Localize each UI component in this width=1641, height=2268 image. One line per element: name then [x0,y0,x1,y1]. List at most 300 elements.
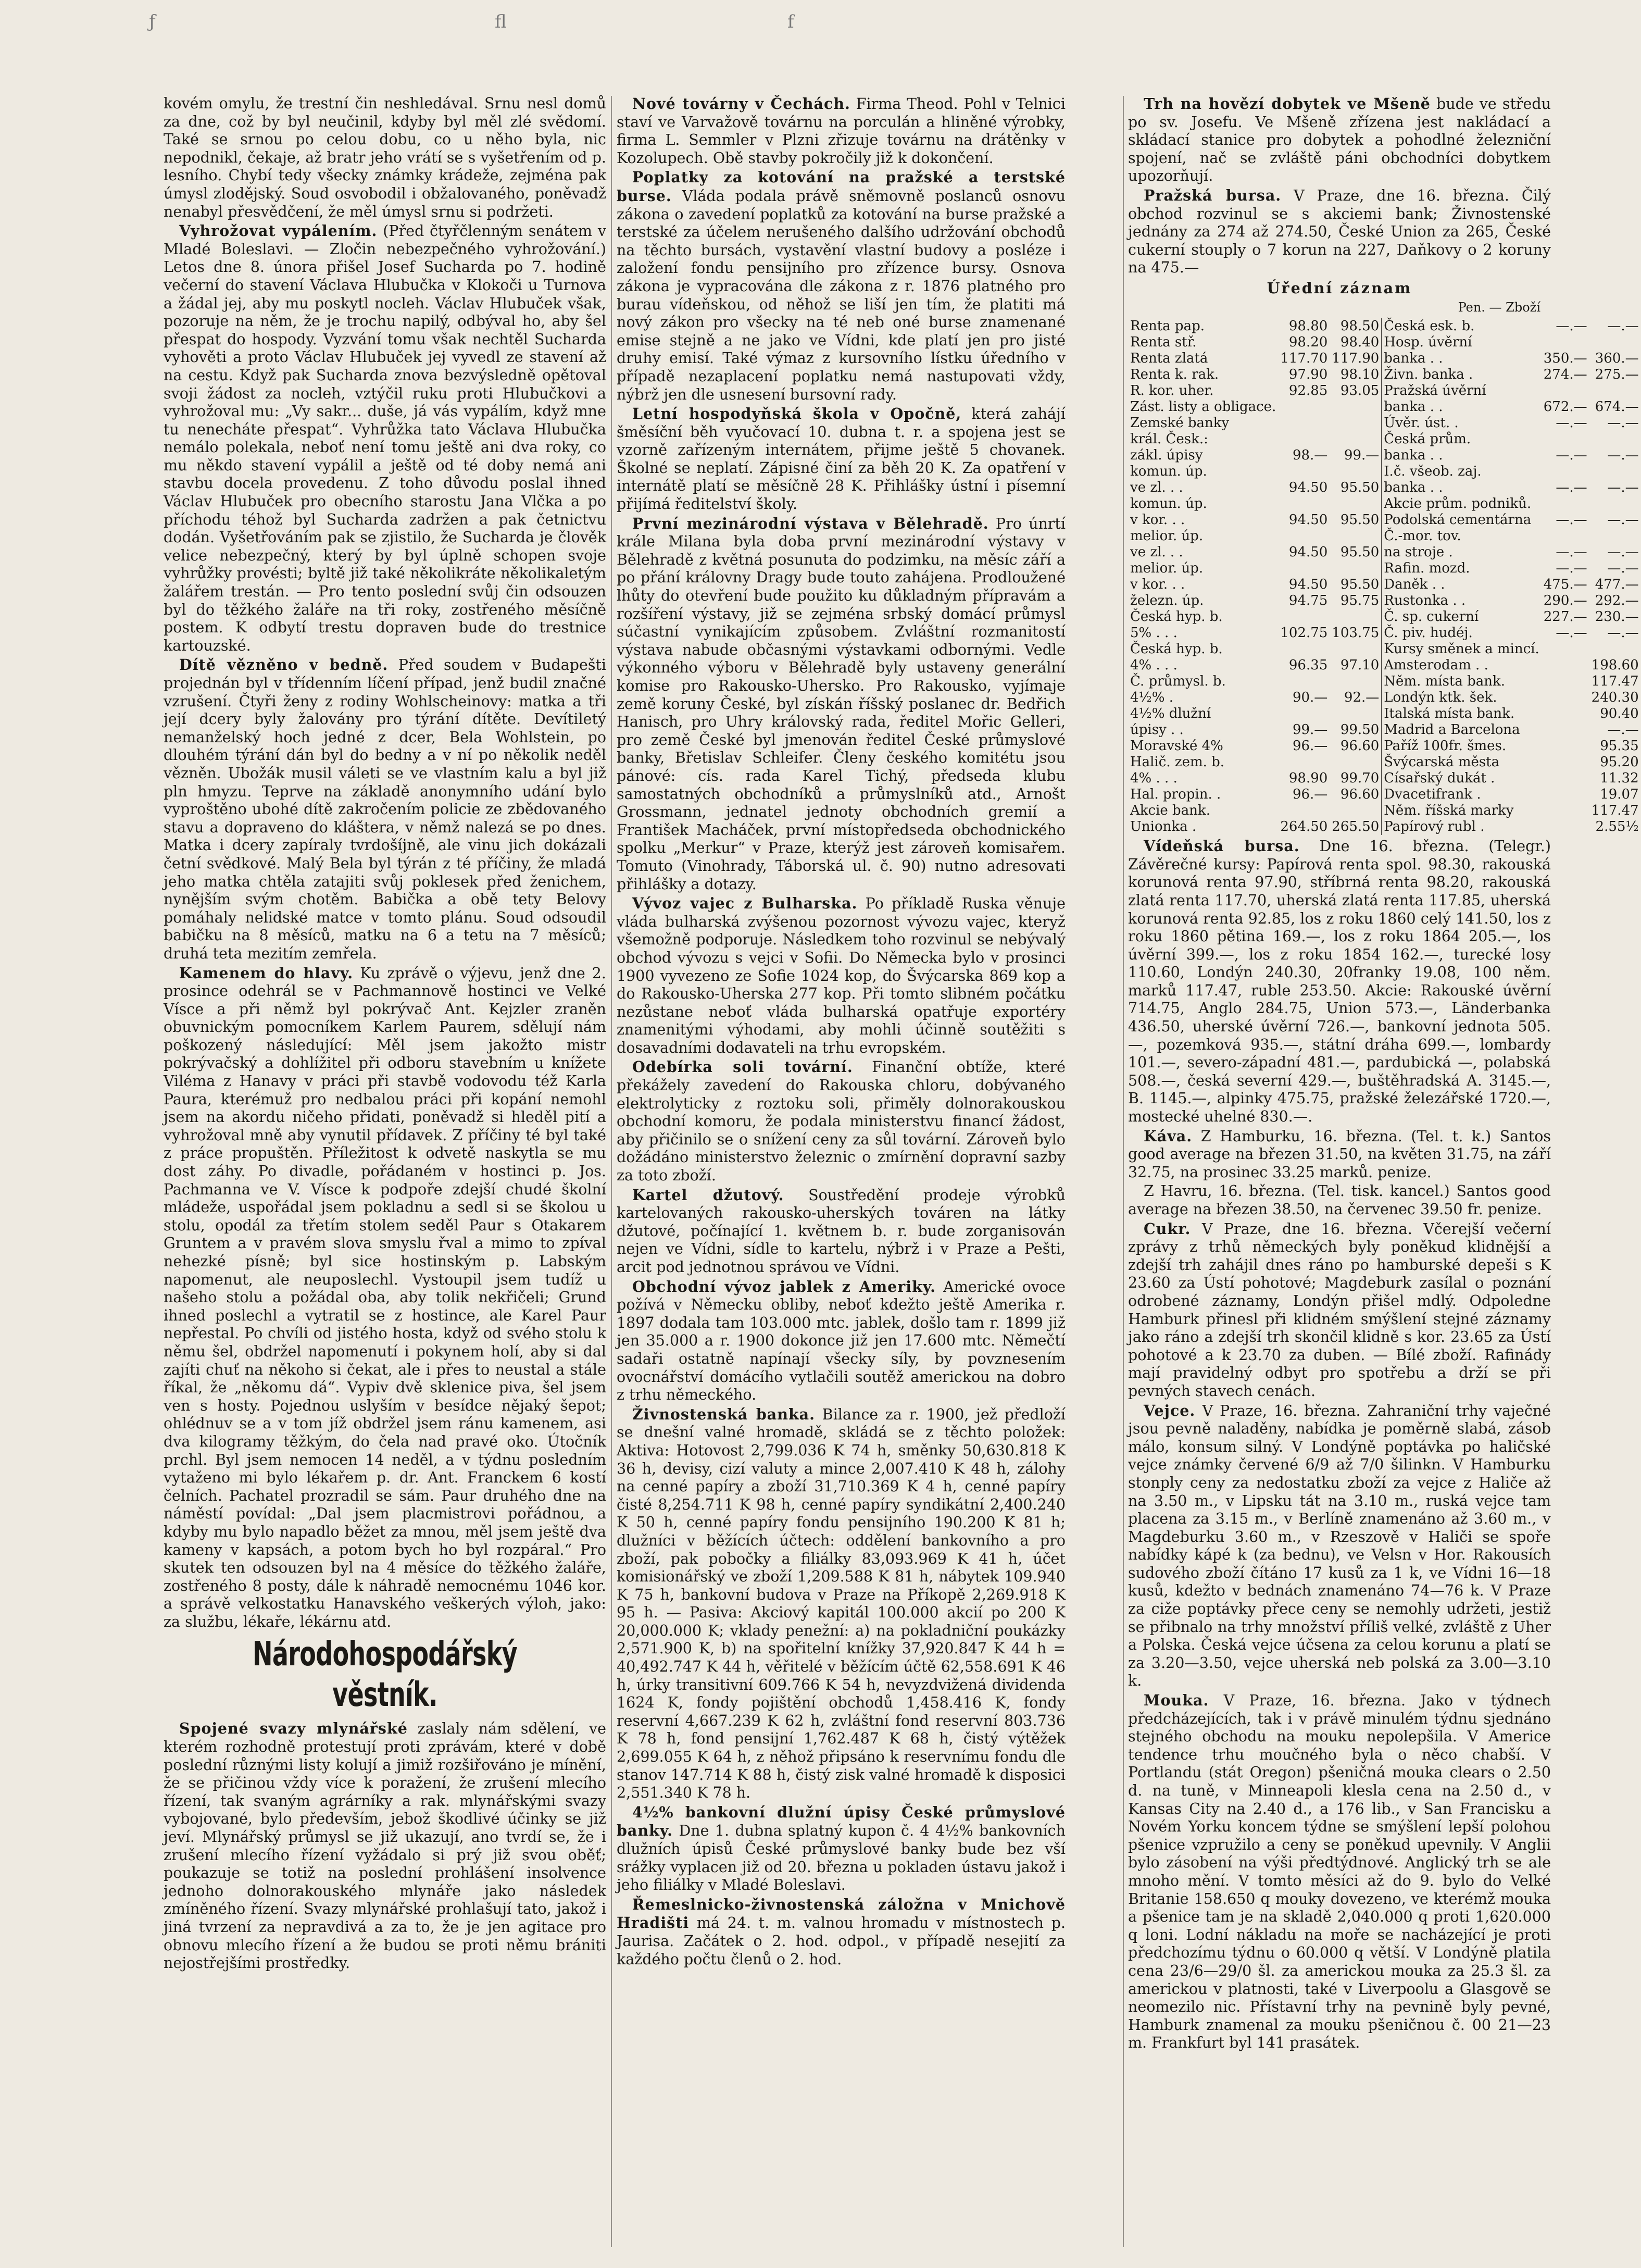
table-cell: Paříž 100fr. šmes. [1382,738,1542,754]
table-cell: —.— [1556,512,1587,528]
table-cell: Moravské 4% [1130,738,1223,754]
table-cell [1542,803,1589,819]
table-cell: 99.— [1344,447,1380,464]
table-cell: 94.50 [1288,544,1328,560]
article [1128,1220,1551,1401]
article [617,1186,1066,1277]
table-cell: Rustonka . . [1382,593,1542,609]
article-heading: Dítě vězněno v bedně. [179,656,389,674]
article-heading: Mouka. [1144,1691,1209,1710]
table-cell: 4½% . [1130,690,1173,706]
article-text: Soustředění prodeje výrobků kartelovaných rakousko-uherských továren na látky džutové, počínající 1. květnem b. r. bude zorganisován nejen ve Vídni, sídle to kartelu, nýbrž i v Praze a Pešti, arcit pod jednotnou správou ve Vídni. [617,1186,1066,1276]
article-text: Pro únrtí krále Milana byla doba první mezinárodní výstavy v Bělehradě z květná posunuta do podzimku, na měsíc září a po přání královny Dragy bude touto zahájena. Prodloužené lhůty do otevření bude použito ku důkladným přípravám a rozšíření výstavy, již se zejména srbský domácí průmysl súčastní vynikajícím způsobem. Zvláštní rozmanitostí výstava nabude občasnými výstavkami odbornými. Vedle výkonného výboru v Bělehradě byly ustaveny generální komise pro Rakousko-Uhersko. Pro Rakousko, vyjímaje země koruny České, byl získán říšský poslanec dr. Bedřich Hanisch, pro Uhry královský rada, ředitel Mořic Gelleri, pro země České byl jmenován ředitel České průmyslové banky, Břetislav Schleifer. Členy českého komitétu jsou pánové: cís. rada Karel Tichý, předseda klubu samostatných obchodníků a průmyslníků atd., Arnošt Grossmann, jednatel jednoty obchodních gremií a František Macháček, první místopředseda obchodnického spolku „Merkur“ v Praze, kterýž jest zároveň komisařem. Tomuto (Vinohrady, Táborská ul. č. 90) nutno adresovati přihlášky a dotazy. [617,515,1066,893]
table-cell: Renta stř. [1130,334,1197,351]
table-cell: Akcie bank. [1130,803,1210,819]
article-text: Po příkladě Ruska věnuje vláda bulharská zvýšenou pozornost vývozu vajec, kteryž všemožně podporuje. Následkem toho rozvinul se nebývalý obchod vývozu s vejci v Sofii. Do Německa bylo v prosinci 1900 vyvezeno ze Sofie 1024 kop, do Švýcarska 869 kop a do Rakousko-Uherska 277 kop. Při tomto slibném počátku nezůstane neboť vláda bulharská opatřuje exportéry znamenitými výhodami, aby mohli účinně soutěžiti s dosavadními dodavateli na trhu evropském. [617,895,1066,1056]
table-cell: I.č. všeob. zaj. [1382,464,1542,480]
article-heading: Vejce. [1144,1401,1196,1419]
article [617,1405,1066,1802]
table-cell: 475.— [1543,577,1587,593]
article-text: Bilance za r. 1900, jež předloží se dnešní valné hromadě, skládá se z těchto položek: Aktiva: Hotovost 2,799.036 K 74 h, směnky 50,630.818 K 36 h, devisy, cizí valuty a mince 2,007.410 K 48 h, zálohy na cenné papíry a zboží 31,710.369 K 4 h, cenné papíry čisté 8,254.711 K 98 h, cenné papíry syndikátní 2,400.240 K 50 h, cenné papíry fondu pensijního 190.200 K 81 h; dlužníci v běžících účtech: oddělení bankovního a pro zboží, pak pobočky a filiálky 83,093.969 K 41 h, účet komisionářský ve zboží 1,209.588 K 81 h, nábytek 109.940 K 75 h, bankovní budova v Praze na Příkopě 2,269.918 K 95 h. — Pasiva: Akciový kapitál 100.000 akcií po 200 K 20,000.000 K; vklady penežní: a) na pokladniční poukázky 2,571.900 K, b) na spořitelní knížky 37,920.847 K 44 h = 40,492.747 K 44 h, věřitelé v běžícím účtě 62,558.691 K 46 h, úrky transitivní 609.766 K 54 h, nevyzdvižená dividenda 1624 K, fondy pojištění obchodů 1,458.416 K, fondy reservní 4,667.239 K 62 h, zvláštní fond reservní 803.736 K 78 h, fond pensijní 1,762.487 K 68 h, čistý výtěžek 2,699.055 K 64 h, z něhož připsáno k reservnímu fondu dle stanov 147.714 K 88 h, čistý zisk valné hromadě k disposici 2,551.340 K 78 h. [617,1405,1066,1802]
exchange-rates-table [1128,318,1641,835]
table-cell: v kor. . . [1130,512,1185,528]
article [617,1896,1066,1968]
table-cell [1542,657,1589,674]
table-row [1128,560,1641,577]
table-cell: 97.90 [1288,367,1328,383]
table-cell [1589,464,1641,480]
article-text: Z Havru, 16. března. (Tel. tisk. kancel.) Santos good average na březen 38.50, na červenec 39.50 fr. penize. [1128,1182,1551,1218]
table-cell: —.— [1556,415,1587,431]
table-cell: Švýcarská města [1382,754,1542,770]
table-cell [1542,706,1589,722]
article [1128,1127,1551,1182]
table-row [1128,738,1641,754]
table-cell: 93.05 [1340,383,1380,399]
column-left [164,95,606,2251]
table-cell: 117.47 [1591,803,1639,819]
article [617,168,1066,404]
table-cell: 274.— [1543,367,1587,383]
table-cell [1330,431,1381,447]
article-text: Dne 1. dubna splatný kupon č. 4 4½% bankovních dlužních úpisů České průmyslové banky bude bez vší srážky vyplacen již od 20. března u pokladen ústavu jakož i jeho filiálky v Mladé Boleslavi. [617,1822,1066,1894]
table-cell: 99.— [1292,722,1328,738]
table-cell: 90.— [1292,690,1328,706]
table-cell [1542,770,1589,787]
table-cell: Česká prům. [1382,431,1542,447]
table-cell: 240.30 [1591,690,1639,706]
table-row [1128,512,1641,528]
table-cell [1330,415,1381,431]
table-cell: Londýn ktk. šek. [1382,690,1542,706]
table-cell: 117.47 [1591,674,1639,690]
table-cell: Amsterodam . . [1382,657,1542,674]
article [617,894,1066,1057]
table-cell: úpisy . . [1130,722,1184,738]
column-rule [1123,96,1124,2247]
article-text: kovém omylu, že trestní čin neshledával. Srnu nesl domů za dne, což by byl neučinil, kdyby byl měl zlé svědomí. Také se srnou po celou dobu, co u něho byla, nic nepodnikl, čekaje, až bratr jeho vrátí se s vyšetřením od p. lesního. Chybí tedy všecky známky krádeže, zejména pak úmysl zlodějský. Soud osvobodil i obžalovaného, poněvadž nenabyl přesvědčení, že měl úmysl srnu si podržeti. [164,95,606,220]
article-text: Vláda podala právě sněmovně poslanců osnovu zákona o zavedení poplatků za kotování na burse pražské a terstské za účelem nerušeného dalšího udržování obchodů na těchto bursách, vystavění vlastní budovy a posléze i založení fondu pensijního pro zřízence bursy. Osnova zákona je vypracována dle zákona z r. 1876 platného pro burau vídeňskou, od něhož se liší jen tím, že platiti má nový zákon pro všecky na té neb oné burse znamenané emise stejně a ne jako ve Vídni, kde platí jen pro jisté druhy emisí. Také výmaz z kursovního lístku úředního v případě nezaplacení poplatku nemá nastupovati vždy, nýbrž jen dle usnesení bursovní rady. [617,187,1066,403]
table-cell [1589,496,1641,512]
article-heading: Vyhrožovat vypálením. [179,222,378,240]
table-cell [1542,819,1589,835]
article [617,95,1066,167]
article-text: V Praze, dne 16. března. Včerejší večerní zprávy z trhů německých byly poněkud klidnější a zdejší trh zahájil dnes ráno po hamburské depeši s K 23.60 za Ústí pohotové; Magdeburk zasílal o poznání odrobené záznamy, Londýn přišel mdlý. Odpoledne Hamburk přinesl při klidném smýšlení stejné záznamy jako ráno a zdejší trh skončil klidně s kor. 23.65 za Ústí pohotové a k 23.70 za duben. — Bílé zboží. Rafinády mají pravidelný odbyt pro spotřebu a drží se při pevných stavech cenách. [1128,1220,1551,1400]
table-cell [1278,754,1330,770]
article-heading: Spojené svazy mlynářské [179,1719,408,1738]
article-text: V Praze, dne 16. března. Čilý obchod rozvinul se s akciemi bank; Živnostenské jednány za 274 až 274.50, České Union za 265, České cukerní stouply o 7 korun na 227, Daňkovy o 2 koruny na 475.— [1128,186,1551,277]
table-row [1128,464,1641,480]
table-cell: melior. úp. [1130,528,1204,544]
table-cell: —.— [1607,447,1639,464]
table-cell: 102.75 [1280,625,1328,641]
table-cell: banka . . [1382,480,1542,496]
article [164,1719,606,1972]
table-cell: 96.60 [1340,738,1380,754]
table-row [1128,674,1641,690]
table-cell: ve zl. . . [1130,480,1183,496]
article-heading: Kamenem do hlavy. [179,964,354,982]
article [1128,1402,1551,1691]
table-row [1128,754,1641,770]
table-cell: 94.50 [1288,480,1328,496]
table-row [1128,399,1641,415]
table-cell [1330,560,1381,577]
table-cell: v kor. . . [1130,577,1185,593]
table-cell [1278,464,1330,480]
table-cell: Č. piv. hudéj. [1382,625,1542,641]
table-title: Úřední záznam [1267,279,1412,297]
article-heading: Vídeňská bursa. [1144,837,1300,855]
table-cell: Hal. propin. . [1130,787,1221,803]
article-heading: Káva. [1144,1127,1193,1145]
table-cell [1542,722,1589,738]
table-cell: zákl. úpisy [1130,447,1203,464]
table-cell: 92.— [1344,690,1380,706]
table-cell: 95.35 [1600,738,1639,754]
table-row [1128,318,1641,334]
table-cell: 292.— [1595,593,1639,609]
table-cell: —.— [1556,480,1587,496]
header-mark: f [787,11,794,32]
table-cell: komun. úp. [1130,464,1207,480]
table-cell [1330,496,1381,512]
table-cell: 227.— [1543,609,1587,625]
table-cell: komun. úp. [1130,496,1207,512]
table-cell: Živn. banka . [1382,367,1542,383]
table-cell: Renta k. rak. [1130,367,1219,383]
table-cell: 2.55½ [1595,819,1639,835]
table-row [1128,722,1641,738]
table-row [1128,593,1641,609]
table-cell [1330,641,1381,657]
table-cell: Česká hyp. b. [1130,641,1223,657]
table-cell [1542,383,1589,399]
article-text: Z Hamburku, 16. března. (Tel. t. k.) Santos good average na březen 31.50, na květen 31.75, na září 32.75, na prosinec 33.25 marků. penize. [1128,1127,1551,1181]
exchange-rates-body [1128,318,1641,835]
article-text: Ku zprávě o výjevu, jenž dne 2. prosince odehrál se v Pachmannově hostinci ve Velké Vísce a při němž byl pokrývač Ant. Kejzler zraněn obuvnickým pomocníkem Karlem Paurem, sdělují nám poškozený následující: Měl jsem jakožto mistr pokrývačský a dohlížitel při odboru stavebním u knížete Viléma z Hanavy v práci při stavbě vodovodu též Karla Paura, kterémuž pro nedbalou práci při kopání nemohl jsem na akordu ničeho přidati, poněvadž si hleděl pití a vyhrožoval mně aby vynutil přídavek. Z příčiny té byl také z práce propuštěn. Příležitost k odvetě naskytla se mu dost záhy. Po divadle, pořádaném v hostinci p. Jos. Pachmanna ve V. Vísce k podpoře zdejší chudé školní mládeže, uspořádal jsem pokladnu a sedl si se školou u stolu, opodál za třetím stolem seděl Paur s Otakarem Gruntem a v pravém slova smyslu řval a mimo to zpíval nehezké písně; byl sice hostinským p. Labským napomenut, ale neuposlechl. Vystoupil jsem tudíž u našeho stolu a požádal oba, aby tolik nekřičeli; Grund ihned poslechl a vytratil se z hostince, ale Karel Paur nepřestal. Po chvíli od jistého hosta, když od svého stolu k němu šel, obdržel napomenutí i pokynem holí, aby si dal zajíti chuť na někoho si čekat, ale i přes to neustal a stále říkal, že „někomu dá“. Vypiv dvě sklenice piva, šel jsem ven s hosty. Pojednou uslyším v besídce nějaký šepot; ohlédnuv se a v tom jíž obdržel jsem ránu kamenem, asi dva kilogramy těžkým, do čela nad pravé oko. Útočník prchl. Byl jsem nemocen 14 neděl, a v týdnu posledním vytaženo mi bylo lékařem p. dr. Ant. Franckem 6 kostí čelních. Pachatel prozradil se sám. Paur druhého dne na náměstí povídal: „Dal jsem placmistrovi pořádnou, a kdyby mu bylo napadlo běžet za mnou, měl jsem ještě dva kameny v kapsách, a potom bych ho byl rozpáral.“ Pro skutek ten odsouzen byl na 4 měsíce do těžkého žaláře, zostřeného 8 posty, dále k náhradě nemocnému 1046 kor. a správě velkostatku Hanavského veškerých výloh, jako: za službu, lékaře, lékárnu atd. [164,964,606,1630]
page-header-marks [0,11,1608,58]
table-cell: —.— [1607,512,1639,528]
table-cell: Dvacetifrank . [1382,787,1542,803]
section-title: Národohospodářský věstník. [253,1635,517,1715]
table-cell: Italská místa bank. [1382,706,1542,722]
table-cell: —.— [1556,544,1587,560]
table-cell: 19.07 [1600,787,1639,803]
table-cell: Úvěr. úst. . [1382,415,1542,431]
table-cell: 275.— [1595,367,1639,383]
table-row [1128,367,1641,383]
table-row [1128,577,1641,593]
table-cell: 230.— [1595,609,1639,625]
table-cell: —.— [1556,447,1587,464]
table-cell [1542,528,1589,544]
table-cell: 4% . . . [1130,657,1177,674]
table-cell [1330,609,1381,625]
header-mark: fl [495,11,507,32]
table-row [1128,657,1641,674]
table-cell [1542,334,1589,351]
table-cell [1278,496,1330,512]
table-cell: 98.— [1292,447,1328,464]
article-heading: První mezinárodní výstava v Bělehradě. [632,514,989,532]
table-cell [1278,609,1330,625]
article [164,964,606,1631]
table-cell: 264.50 [1280,819,1328,835]
table-cell: Unionka . [1130,819,1197,835]
table-cell: 98.20 [1288,334,1328,351]
column-middle [617,95,1066,2251]
article-heading: Nové továrny v Čechách. [632,95,850,113]
table-cell: R. kor. uher. [1130,383,1214,399]
table-row [1128,819,1641,835]
table-cell: 95.50 [1340,577,1380,593]
article [1128,837,1551,1126]
table-cell: 98.90 [1288,770,1328,787]
table-cell: 96.— [1292,738,1328,754]
table-cell: Zemské banky [1130,415,1230,431]
table-cell: Halič. zem. b. [1130,754,1225,770]
table-cell: 95.50 [1340,512,1380,528]
table-row [1128,431,1641,447]
article [1128,95,1551,185]
article [1128,186,1551,277]
table-cell [1589,383,1641,399]
article-text: V Praze, 16. března. Jako v týdnech předcházejících, tak i v právě minulém týdnu sjednáno stejného obchodu na mouku nepolepšila. V Americe tendence trhu moučného byla o něco chabší. V Portlandu (stát Oregon) pšeničná mouka clears o 2.50 d. na tuně, v Minneapoli klesla cena na 2.50 d., v Kansas City na 2.40 d., a 176 lib., v San Francisku a Novém Yorku koncem týdne se smýšlení lepší polohou pšenice vzpružilo a ceny se poněkud upevnily. V Anglii bylo zásobení na výši předtýdnové. Anglický trh se ale mnoho mění. V tomto měsíci až do 9. bylo do Velké Britanie 158.650 q mouky dovezeno, ve kterémž mouka a pšenice tam je na skladě 2,040.000 q proti 1,620.000 q loni. Lodní nákladu na moře se nacházející je proti předchozímu týdnu o 60.000 q větší. V Londýně platila cena 23/6—29/0 šl. za americkou mouka za 25.3 šl. za americkou v platnosti, také v Liverpoolu a Glasgově se neomezilo nic. Přístavní trhy na pevnině byly pevné, Hamburk znamenal za mouku pšeničnou č. 00 21—23 m. Frankfurt byl 141 prasátek. [1128,1692,1551,2052]
table-row [1128,690,1641,706]
article [617,1803,1066,1895]
table-cell: Rafin. mozd. [1382,560,1542,577]
table-cell: —.— [1607,560,1639,577]
table-cell [1330,803,1381,819]
table-cell [1278,560,1330,577]
table-row [1128,770,1641,787]
table-cell: 95.50 [1340,544,1380,560]
article-text: Před soudem v Budapešti projednán byl v třídenním líčení případ, jenž budil značné vzrušení. Čtyři ženy z rodiny Wohlscheinovy: matka a tři její dcery byly žalovány pro týrání dítěte. Devítiletý nemanželský hoch jedné z dcer, Bela Wohlstein, po dlouhém týrání dán byl do bedny a v ní po několik neděl vězněn. Ubožák musil váleti se ve vlastním kalu a byl již pln hmyzu. Teprve na základě anonymního udání bylo vyproštěno ubohé dítě zakročením policie ze zbědovaného stavu a dopraveno do kláštera, v němž nalezá se po dnes. Matka i dcery zapíraly tvrdošíjně, ale vinu jich dokázali četní svědkové. Malý Bela byl týrán z té příčiny, že mladá jeho matka chtěla zatajiti svůj poklesek před ženichem, nynějším svým chotěm. Babička a obě tety Belovy pomáhaly nelidské matce v tomto plánu. Soud odsoudil babičku na 8 měsíců, matku na 6 a tetu na 7 měsíců; druhá teta mezitím zemřela. [164,656,607,962]
table-cell [1330,464,1381,480]
table-cell: 477.— [1595,577,1639,593]
article-heading: Pražská bursa. [1144,186,1282,204]
table-row [1128,625,1641,641]
table-cell: banka . . [1382,351,1542,367]
table-cell: Podolská cementárna [1382,512,1542,528]
article-heading: Cukr. [1144,1219,1191,1238]
table-row [1128,415,1641,431]
table-cell: 98.10 [1340,367,1380,383]
table-cell: 96.35 [1288,657,1328,674]
article [617,1058,1066,1185]
table-cell: —.— [1607,415,1639,431]
table-cell [1589,528,1641,544]
table-cell: —.— [1556,560,1587,577]
table-cell: —.— [1556,625,1587,641]
table-row [1128,480,1641,496]
table-subheader: Pen. — Zboží [1458,300,1540,315]
table-cell [1330,399,1381,415]
table-cell: 265.50 [1332,819,1380,835]
table-cell: železn. úp. [1130,593,1204,609]
table-cell: 672.— [1543,399,1587,415]
table-cell: 94.50 [1288,512,1328,528]
table-cell: 117.70 [1280,351,1328,367]
column-right [1128,95,1639,2251]
table-cell [1542,431,1589,447]
article-heading: Vývoz vajec z Bulharska. [632,894,858,913]
table-cell: —.— [1607,480,1639,496]
table-cell [1278,803,1330,819]
table-cell: Hosp. úvěrní [1382,334,1542,351]
table-cell [1589,431,1641,447]
article-text: Firma Theod. Pohl v Telnici staví ve Varvažově továrnu na porculán a hliněné výrobky, firma L. Semmler v Plzni zřizuje továrnu na drátěnky v Kozolupech. Obě stavby pokročily již k dokončení. [617,95,1066,167]
table-cell: Pražská úvěrní [1382,383,1542,399]
table-cell [1278,415,1330,431]
table-row [1128,787,1641,803]
table-cell [1278,706,1330,722]
table-cell: Č. průmysl. b. [1130,674,1226,690]
column-rule [611,96,612,2247]
table-row [1128,528,1641,544]
table-cell: —.— [1607,625,1639,641]
table-cell: —.— [1607,318,1639,334]
table-row [1128,383,1641,399]
article-heading: Kartel džutový. [632,1186,784,1204]
article [164,656,606,963]
table-cell: —.— [1607,722,1639,738]
article [1128,1691,1551,2052]
table-cell: 99.50 [1340,722,1380,738]
table-cell: Zást. listy a obligace. [1130,399,1276,415]
article-text: V Praze, 16. března. Zahraniční trhy vaječné jsou pevně naladěny, nabídka je poměrně slabá, zásob málo, konsum silný. V Londýně poptávka po haličské vejce známky červené 6/9 až 7/0 šilinkn. V Hamburku stonply ceny za nedostatku zboží za vejce z Haliče až na 3.50 m., v Lipsku tát na 3.10 m., ruská vejce tam placena za 3.15 m., v Berlíně znamenáno až 3.60 m., v Magdeburku 3.60 m., v Rzeszově v Haliči se spoře nabídky kápé k (za bednu), ve Velsn v Hor. Rakousích sudového zboží čítáno 17 kusů za 1 k, ve Vídni 16—18 kusů, kdežto v bednách znamenáno 74—76 k. V Praze za ciže poptávky přece ceny se nemohly udržeti, jestiž se přibnalo na trhy množství příliš velké, zvláště z Uher a Polska. Česká vejce účsena za celou korunu a platí se za 3.20—3.50, vejce uherská neb polská za 3.00—3.10 k. [1128,1402,1551,1690]
table-cell: 95.50 [1340,480,1380,496]
table-cell: Císařský dukát . [1382,770,1542,787]
table-cell: 97.10 [1340,657,1380,674]
table-cell: —.— [1607,544,1639,560]
table-cell: —.— [1556,318,1587,334]
table-cell: Česká hyp. b. [1130,609,1223,625]
table-cell [1589,641,1641,657]
table-cell: Česká esk. b. [1382,318,1542,334]
table-cell: 4½% dlužní [1130,706,1211,722]
table-cell: 94.50 [1288,577,1328,593]
table-row [1128,641,1641,657]
article-text: zaslaly nám sdělení, ve kterém rozhodně protestují proti zprávám, které v době poslední různými listy kolují a jimiž rozšiřováno je mínění, že se přičinou vždy více k poražení, že zrušení mlecího řízení, tak svaným agrárníky a rak. mlynářskými svazy vybojované, bylo především, jebož škodlivé účinky se již jeví. Mlynářský průmysl se již ukazují, ano tvrdí se, že i zrušení mlecího řízení vyžádalo si prý již svou oběť; poukazuje se totiž na poslední prohlášení insolvence jednoho dolnorakouského mlynáře jako následek zmíněného řízení. Svazy mlynářské prohlašují tato, jakož i jiná tvrzení za nepravdivá a za to, že je jen agitace pro obnovu mlecího řízení a že budou se proti němu brániti nejostřejšími prostředky. [164,1720,606,1972]
table-cell [1542,641,1589,657]
table-cell [1542,496,1589,512]
table-cell [1542,464,1589,480]
table-cell: 96.— [1292,787,1328,803]
table-row [1128,609,1641,625]
table-cell: 103.75 [1332,625,1380,641]
table-cell: 290.— [1543,593,1587,609]
article-text: která zahájí šměsíční běh vyučovací 10. dubna t. r. a spojena jest se vzorně zařízeným internátem, přijme ještě 5 chovanek. Školné se neplatí. Zápisné činí za běh 20 K. Za opatření v internátě platí se měsíčně 28 K. Přihlášky ústní i písemní přijímá ředitelství školy. [617,405,1066,513]
table-cell: 117.90 [1332,351,1380,367]
table-cell [1278,431,1330,447]
table-cell: 5% . . . [1130,625,1177,641]
table-cell [1278,674,1330,690]
table-cell: 11.32 [1600,770,1639,787]
table-cell [1542,738,1589,754]
table-cell: 198.60 [1591,657,1639,674]
table-cell: Renta zlatá [1130,351,1208,367]
table-cell: Kursy směnek a mincí. [1382,641,1542,657]
table-cell [1330,674,1381,690]
table-cell: Renta pap. [1130,318,1205,334]
article [617,1278,1066,1404]
table-row [1128,496,1641,512]
table-row [1128,803,1641,819]
table-cell: banka . . [1382,399,1542,415]
table-cell: Daněk . . [1382,577,1542,593]
article-heading: 4½% bankovní dlužní úpisy České průmyslové banky. [617,1803,1066,1840]
article-text: má 24. t. m. valnou hromadu v místnostech p. Jaurisa. Začátek o 2. hod. odpol., v případě nesejití za každého počtu členů o 2. hod. [617,1914,1066,1968]
table-cell: banka . . [1382,447,1542,464]
table-cell [1330,528,1381,544]
table-cell [1589,334,1641,351]
table-cell: ve zl. . . [1130,544,1183,560]
table-row [1128,544,1641,560]
table-cell: 92.85 [1288,383,1328,399]
table-cell: král. Česk.: [1130,431,1208,447]
table-cell: 350.— [1543,351,1587,367]
table-cell: na stroje . [1382,544,1542,560]
table-cell: 96.60 [1340,787,1380,803]
table-cell: Č. sp. cukerní [1382,609,1542,625]
table-cell: 99.70 [1340,770,1380,787]
article [617,515,1066,893]
table-row [1128,447,1641,464]
table-row [1128,706,1641,722]
article-heading: Živnostenská banka. [632,1405,816,1423]
table-cell: Něm. říšská marky [1382,803,1542,819]
table-cell: Papírový rubl . [1382,819,1542,835]
table-cell: 4% . . . [1130,770,1177,787]
table-cell [1278,641,1330,657]
table-cell: Madrid a Barcelona [1382,722,1542,738]
article-text: Americké ovoce požívá v Německu obliby, neboť kdežto ještě Amerika r. 1897 dodala tam 103.000 mtc. jablek, došlo tam r. 1899 již jen 35.000 a r. 1900 dokonce již jen 17.600 mtc. Němečtí sadaři ostatně napínají všecky síly, by povznesením ovocnářství domácího vytlačili soutěž americkou na dobro z trhu německého. [617,1278,1066,1404]
table-cell: 360.— [1595,351,1639,367]
table-cell [1542,754,1589,770]
article-heading: Letní hospodyňská škola v Opočně, [632,405,962,423]
table-cell [1278,528,1330,544]
table-cell [1330,706,1381,722]
header-mark: ƒ [149,11,156,32]
table-cell: Č.-mor. tov. [1382,528,1542,544]
table-row [1128,334,1641,351]
table-cell: Něm. místa bank. [1382,674,1542,690]
table-cell: melior. úp. [1130,560,1204,577]
article-text: (Před čtyřčlenným senátem v Mladé Boleslavi. — Zločin nebezpečného vyhrožování.) Letos dne 8. února přišel Josef Sucharda po 7. hodině večerní do stavení Václava Hlubučka v Klokoči u Turnova a žádal jej, aby mu poskytl nocleh. Václav Hlubuček však, pozoruje na něm, že je trochu napilý, odbýval ho, aby šel přespat do hospody. Vyzvání tomu však nechtěl Sucharda vyhověti a proto Václav Hlubuček jej vyvedl ze stavení až na cestu. Když pak Sucharda znova bezvýsledně opětoval svoji žádost za nocleh, vztýčil ruku proti Hlubučkovi a vyhrožoval mu: „Vy sakr... duše, já vás vypálím, když mne tu nenecháte přespat“. Vyhrůžka tato Václava Hlubučka nemálo polekala, neboť není tomu ještě ani dva roky, co mu někdo stavení vypálil a ještě od té doby nemá ani stavbu docela provedenu. Z toho důvodu poslal ihned Václav Hlubuček pro obecního starostu Jana Vlčka a po příchodu téhož byl Sucharda zadržen a pak četnictvu dodán. Vyšetřováním pak se zjistilo, že Sucharda je člověk velice nebezpečný, který by byl úplně schopen svoje vyhrůžky provésti; byltě již také několikráte několikaletým žalářem trestán. — Pro tento poslední svůj čin odsouzen byl do těžkého žaláře na tři roky, zostřeného měsíčně postem. K odbytí trestu dopraven bude do trestnice kartouzské. [164,222,606,654]
table-cell [1542,690,1589,706]
article [164,222,606,655]
table-cell: 674.— [1595,399,1639,415]
table-cell: 94.75 [1288,593,1328,609]
article [617,405,1066,514]
article-heading: Poplatky za kotování na pražské a terstské burse. [617,168,1066,205]
article-heading: Obchodní vývoz jablek z Ameriky. [632,1277,936,1295]
table-cell: 98.50 [1340,318,1380,334]
table-cell: Akcie prům. podniků. [1382,496,1542,512]
table-cell: 98.80 [1288,318,1328,334]
article-text: bude ve středu po sv. Josefu. Ve Mšeně zřízena jest nakládací a skládací stanice pro dobytek a pohodlné železniční spojení, nač se zvláště páni obchodníci dobytkem upozorňují. [1128,95,1551,185]
article-text: Dne 16. března. (Telegr.) Závěrečné kursy: Papírová renta spol. 98.30, rakouská korunová renta 97.90, stříbrná renta 98.20, rakouská zlatá renta 117.70, uherská zlatá renta 117.85, uherská korunová renta 92.85, los z roku 1860 celý 141.50, los z roku 1860 pětina 169.—, los z roku 1864 205.—, los úvěrní 399.—, los z roku 1854 162.—, turecké losy 110.60, Londýn 240.30, 20franky 19.08, 100 něm. marků 117.47, ruble 253.50. Akcie: Rakouské úvěrní 714.75, Anglo 284.75, Union 573.—, Länderbanka 436.50, uherské úvěrní 726.—, bankovní jednota 505.—, pozemková 935.—, státní dráha 699.—, lombardy 101.—, severo-západní 481.—, pardubická —, polabská 508.—, česká severní 429.—, buštěhradská A. 3145.—, B. 1145.—, alpinky 475.75, pražské železářské 1720.—, mostecké uhelné 830.—. [1128,838,1551,1126]
table-row [1128,351,1641,367]
article-heading: Odebírka soli tovární. [632,1058,853,1076]
table-cell: 98.40 [1340,334,1380,351]
table-cell: 90.40 [1600,706,1639,722]
table-cell [1542,787,1589,803]
table-cell [1330,754,1381,770]
table-cell [1278,399,1330,415]
